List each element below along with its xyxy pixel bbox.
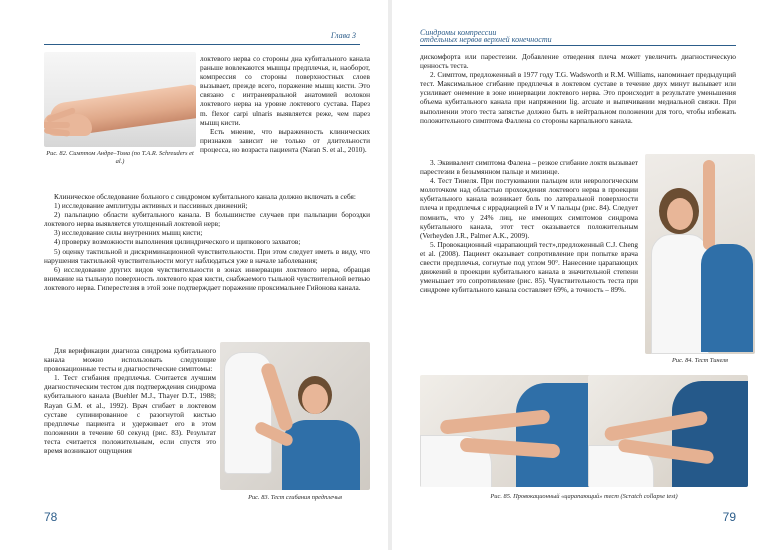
doctor-face — [667, 198, 693, 230]
figure-84-caption: Рис. 84. Тест Тинеля — [671, 357, 729, 364]
running-head-right — [420, 28, 736, 46]
list-item: 1) исследование амплитуды активных и пассивных движений; — [54, 201, 248, 211]
paragraph: 4. Тест Тинеля. При постукивании пальцем или неврологическим молоточком над областью прохождения локтевого нерва в проекции кубитального канала возникает боль по латеральной поверхности плеча и предплечья с иррадиацией в IV и V пальцы (рис. 84). Следует помнить, что у 24% лиц, не имеющих симптомов синдрома кубитального канала, этот тест оказывается положительным (Verheyden J.R., Palmer A.K., 2009). — [420, 176, 638, 240]
paragraph: Есть мнение, что выраженность клинических признаков зависит не только от длительности процесса, но возраста пациента (Naran S. et al., 2010). — [200, 126, 370, 154]
raised-arm-shape — [703, 160, 715, 250]
page-number-left: 78 — [44, 510, 58, 524]
list-item: 6) исследование других видов чувствительности в зонах иннервации локтевого нерва, обращая внимание на тыльную поверхность локтевого края кисти, снабжаемого тыльной чувствительной ветвью локтевого нерва. Гиперестезия в этой зоне подтверждает поражение проксимальнее Гийонова канала. — [44, 264, 370, 292]
patient-body — [282, 420, 360, 490]
text-column-left-bottom — [44, 346, 216, 455]
figure-83-photo — [220, 342, 370, 490]
patient-body — [516, 383, 596, 487]
patient-body — [701, 244, 753, 352]
figure-84-photo — [645, 154, 755, 354]
patient-face — [302, 384, 328, 414]
right-page — [392, 0, 780, 550]
top-text — [420, 52, 736, 125]
paragraph: локтевого нерва со стороны дна кубитального канала раньше вовлекаются мышцы предплечья, и, наоборот, компрессия со стороны поверхностных слоев вызывает, прежде всего, поражение мышц кисти. Это связано с интраневральной анатомией волокон локтевого нерва на уровне локтевого сустава. Парез m. flexor carpi ulnaris выявляется реже, чем парез мышц кисти. — [200, 54, 370, 127]
patient-body — [672, 381, 748, 487]
list-item: 5) оценку тактильной и дискриминационной чувствительности. При этом следует иметь в виду, что нарушения тактильной чувствительности могут наблюдаться уже в начале заболевания; — [44, 246, 370, 265]
list-item: 3) исследование силы внутренних мышц кисти; — [54, 228, 203, 238]
paragraph: Для верификации диагноза синдрома кубитального канала можно использовать следующие провокационные тесты и диагностические симптомы: — [44, 346, 216, 374]
figure-82-photo — [44, 52, 196, 147]
text-column-right-top — [200, 54, 370, 154]
list-item: 4) проверку возможности выполнения цилиндрического и щипкового захватов; — [54, 237, 301, 247]
paragraph: 1. Тест сгибания предплечья. Считается лучшим диагностическим тестом для подтверждения синдрома кубитального канала (Buehler M.J., Thayer D.T., 1988; Rayan G.M. et al., 1992). Врач сгибает в локтевом суставе супинированное с разогнутой кистью предплечье пациента и удерживает его в этом положении в течение 60 секунд (рис. 83). Результат теста считается положительным, если спустя это время возникают ощущения — [44, 373, 216, 456]
list-item: 2) пальпацию области кубитального канала. В большинстве случаев при пальпации бороздки локтевого нерва выявляется утолщенный локтевой нерв; — [44, 210, 370, 229]
paragraph: Клиническое обследование больного с синдромом кубитального канала должно включать в себя: — [54, 192, 356, 201]
left-page — [0, 0, 388, 550]
mid-text — [420, 158, 638, 294]
paragraph: 2. Симптом, предложенный в 1977 году T.G. Wadsworth и R.M. Williams, напоминает предыдущий тест. Максимальное сгибание предплечья в локтевом суставе в течение двух минут вызывает или усиливает онемение в зоне иннервации локтевого нерва. Это происходит в результате уменьшения объема кубитального канала при напряжении lig. arcuate и выпячивании медиальной связки. При выполнении этого теста запястье должно быть в нейтральном положении для того, чтобы избежать положительного симптома Фаллена со стороны карпального канала. — [420, 70, 736, 125]
figure-85-photo-a — [420, 375, 596, 487]
figure-85-caption: Рис. 85. Провокационный «царапающий» тест (Scratch collapse test) — [490, 493, 678, 500]
main-text — [44, 192, 370, 292]
figure-85-photo-b — [588, 375, 748, 487]
figure-82-caption: Рис. 82. Симптом Андре–Тома (по T.A.R. Schreuders et al.) — [46, 150, 194, 165]
figure-83-caption: Рис. 83. Тест сгибания предплечья — [248, 494, 342, 501]
paragraph: дискомфорта или парестезии. Добавление отведения плеча может увеличить диагностическую ценность теста. — [420, 52, 736, 71]
running-head-left: Глава 3 — [44, 28, 360, 45]
paragraph: 3. Эквивалент симптома Фалена – резкое сгибание локтя вызывает парестезии в безымянном пальце и мизинце. — [420, 158, 638, 177]
page-number-right: 79 — [722, 510, 736, 524]
running-head-line-2: отдельных нервов верхней конечности — [420, 35, 552, 44]
paragraph: 5. Провокационный «царапающий тест»,предложенный C.J. Cheng et al. (2008). Пациент оказывает сопротивление при попытке врача свести предплечья, согнутые под углом 90°. Нанесение царапающих движений в проекции кубитального канала в значительной степени уменьшает это сопротивление (рис. 85). Чувствительность теста при синдроме кубитального канала составляет 69%, а точность – 89%. — [420, 239, 638, 295]
running-head-line-1: Синдромы компрессии — [420, 28, 497, 37]
